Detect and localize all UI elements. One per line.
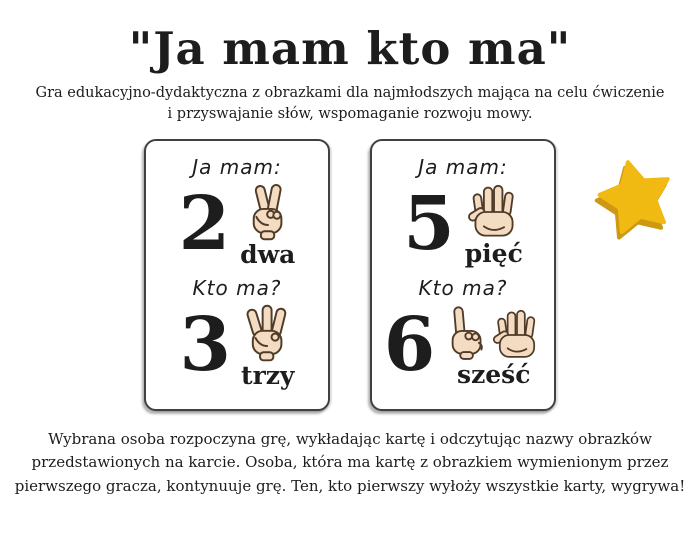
page-title: "Ja mam kto ma" xyxy=(128,22,572,75)
instructions-line-1: Wybrana osoba rozpoczyna grę, wykładając kartę i odczytując nazwy obrazków xyxy=(48,430,652,448)
subtitle xyxy=(0,83,700,127)
who-label: Kto ma? xyxy=(192,276,282,300)
hand-three-fingers-icon xyxy=(242,304,294,363)
hand-one-finger-icon xyxy=(445,305,489,362)
who-figure xyxy=(384,301,543,390)
subtitle-line-2: i przyswajanie słów, wspomaganie rozwoju mowy. xyxy=(167,106,533,123)
who-figure xyxy=(180,301,295,390)
flashcard-2-3 xyxy=(144,139,330,411)
have-figure xyxy=(179,180,296,269)
have-number: 5 xyxy=(403,181,455,268)
who-number: 6 xyxy=(383,302,436,389)
flashcard-5-6 xyxy=(370,139,556,411)
have-label: Ja mam: xyxy=(418,155,508,179)
have-label: Ja mam: xyxy=(192,155,282,179)
who-number: 3 xyxy=(179,302,232,389)
hand-five-fingers-icon xyxy=(467,183,521,241)
have-number: 2 xyxy=(178,181,231,268)
who-word: trzy xyxy=(241,360,295,390)
instructions-line-3: pierwszego gracza, kontynuuje grę. Ten, kto pierwszy wyłoży wszystkie karty, wygrywa! xyxy=(14,476,686,495)
have-word: pięć xyxy=(464,239,523,268)
who-word: sześć xyxy=(457,359,531,389)
subtitle-line-1: Gra edukacyjno-dydaktyczna z obrazkami dla najmłodszych mająca na celu ćwiczenie xyxy=(35,84,665,101)
instructions xyxy=(0,428,700,498)
who-label: Kto ma? xyxy=(418,276,508,300)
hand-five-fingers-icon xyxy=(492,308,542,362)
have-figure xyxy=(403,180,523,269)
hand-two-fingers-icon xyxy=(243,183,293,242)
have-word: dwa xyxy=(240,239,296,269)
instructions-line-2: przedstawionych na karcie. Osoba, która ma kartę z obrazkiem wymienionym przez xyxy=(31,453,669,472)
